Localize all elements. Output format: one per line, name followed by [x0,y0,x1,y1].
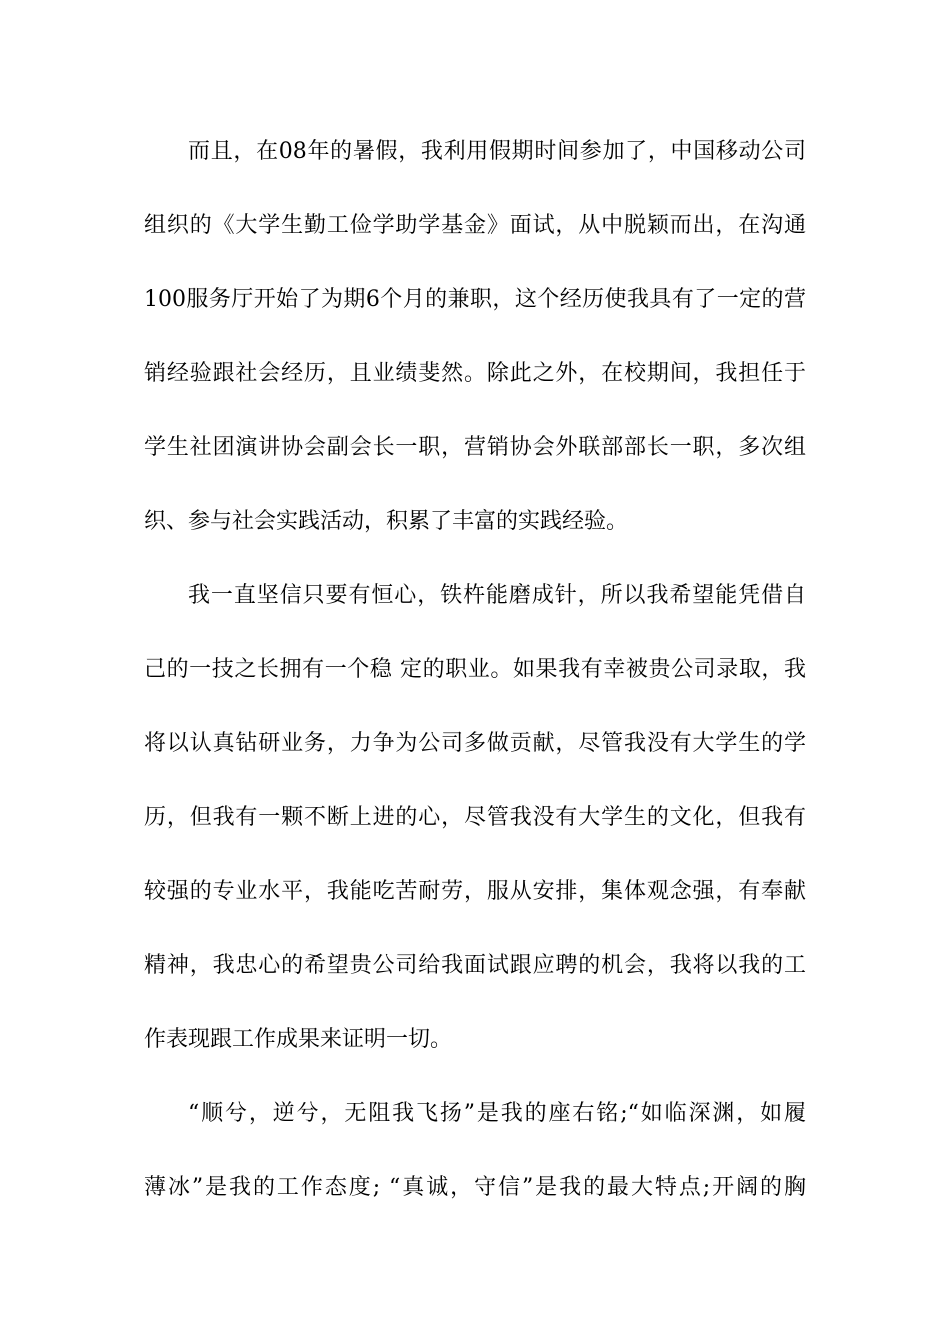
paragraph-1-line-1: 而且，在08年的暑假，我利用假期时间参加了，中国移动公司 [188,139,806,164]
paragraph-2-line-3: 将以认真钻研业务，力争为公司多做贡献，尽管我没有大学生的学 [144,731,806,756]
paragraph-3-line-2: 薄冰”是我的工作态度; “真诚，守信”是我的最大特点;开阔的胸 [144,1175,806,1200]
paragraph-1-line-4: 销经验跟社会经历，且业绩斐然。除此之外，在校期间，我担任于 [144,361,806,386]
paragraph-1-line-6: 织、参与社会实践活动，积累了丰富的实践经验。 [144,509,629,534]
paragraph-2-line-4: 历，但我有一颗不断上进的心，尽管我没有大学生的文化，但我有 [144,805,806,830]
paragraph-1-line-2: 组织的《大学生勤工俭学助学基金》面试，从中脱颖而出，在沟通 [144,213,806,238]
paragraph-2-line-6: 精神，我忠心的希望贵公司给我面试跟应聘的机会，我将以我的工 [144,953,806,978]
paragraph-3-line-1: “顺兮，逆兮，无阻我飞扬”是我的座右铭;“如临深渊，如履 [188,1101,806,1126]
paragraph-2-line-2: 己的一技之长拥有一个稳 定的职业。如果我有幸被贵公司录取，我 [144,657,806,682]
paragraph-1-line-3: 100服务厅开始了为期6个月的兼职，这个经历使我具有了一定的营 [144,287,806,312]
paragraph-1-line-5: 学生社团演讲协会副会长一职，营销协会外联部部长一职，多次组 [144,435,806,460]
paragraph-2-line-7: 作表现跟工作成果来证明一切。 [144,1027,453,1052]
paragraph-2-line-1: 我一直坚信只要有恒心，铁杵能磨成针，所以我希望能凭借自 [188,583,806,608]
paragraph-2-line-5: 较强的专业水平，我能吃苦耐劳，服从安排，集体观念强，有奉献 [144,879,806,904]
